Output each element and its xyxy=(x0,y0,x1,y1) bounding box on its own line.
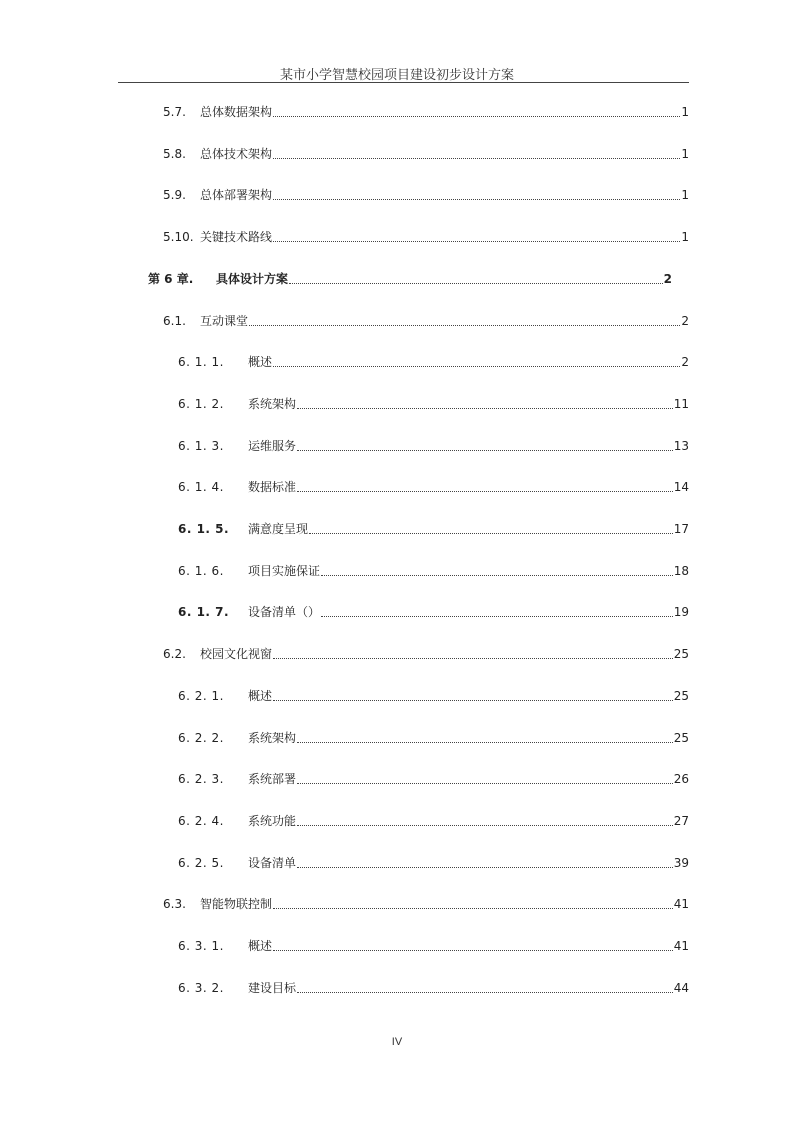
toc-entry[interactable] xyxy=(163,104,689,120)
toc-entry[interactable] xyxy=(163,229,689,245)
toc-entry-title: 系统架构 xyxy=(248,730,297,745)
toc-entry-title: 关键技术路线 xyxy=(200,230,273,245)
toc-entry-number: 6. 1. 7. xyxy=(178,605,230,620)
dot-leader xyxy=(273,658,673,659)
dot-leader xyxy=(297,867,673,868)
toc-entry[interactable] xyxy=(178,438,689,454)
toc-entry[interactable] xyxy=(148,271,672,287)
toc-entry[interactable] xyxy=(178,813,689,829)
toc-entry-page: 11 xyxy=(673,396,689,411)
toc-entry-number: 6.3. xyxy=(163,897,186,912)
toc-entry-page: 25 xyxy=(673,730,689,745)
toc-entry-title: 智能物联控制 xyxy=(200,897,273,912)
toc-entry-page: 18 xyxy=(673,563,689,578)
toc-entry-page: 17 xyxy=(673,522,689,536)
toc-entry-page: 44 xyxy=(673,980,689,995)
toc-entry[interactable] xyxy=(163,313,689,329)
dot-leader xyxy=(289,283,663,284)
toc-entry-page: 1 xyxy=(681,105,689,119)
toc-entry-number: 6. 3. 1. xyxy=(178,939,224,953)
toc-entry-page: 25 xyxy=(673,688,689,703)
toc-entry-number: 6. 1. 2. xyxy=(178,396,224,411)
toc-entry-page: 41 xyxy=(673,897,689,912)
dot-leader xyxy=(321,575,673,576)
toc-entry[interactable] xyxy=(178,479,689,495)
toc-entry[interactable] xyxy=(163,646,689,662)
toc-entry-number: 5.9. xyxy=(163,188,186,203)
dot-leader xyxy=(321,616,673,617)
toc-entry[interactable] xyxy=(178,563,689,579)
dot-leader xyxy=(297,742,673,743)
toc-entry-number: 第 6 章. xyxy=(148,271,194,286)
toc-entry-title: 概述 xyxy=(248,355,273,370)
toc-entry-title: 设备清单 xyxy=(248,855,297,870)
toc-entry-page: 25 xyxy=(673,647,689,662)
toc-entry-number: 6.1. xyxy=(163,313,186,328)
toc-entry-title: 互动课堂 xyxy=(200,313,249,328)
toc-entry-page: 13 xyxy=(673,438,689,453)
toc-entry-number: 6. 1. 1. xyxy=(178,355,224,370)
toc-entry-page: 19 xyxy=(673,605,689,620)
toc-entry[interactable] xyxy=(178,396,689,412)
toc-entry-number: 5.8. xyxy=(163,146,186,161)
toc-entry-title: 建设目标 xyxy=(248,980,297,995)
toc-entry-number: 6. 1. 5. xyxy=(178,522,230,536)
toc-entry[interactable] xyxy=(178,855,689,871)
dot-leader xyxy=(297,783,673,784)
toc-entry-page: 1 xyxy=(681,230,689,245)
toc-entry-page: 27 xyxy=(673,813,689,828)
toc-entry[interactable] xyxy=(178,604,689,620)
dot-leader xyxy=(273,366,680,367)
toc-entry-title: 校园文化视窗 xyxy=(200,647,273,662)
toc-entry-page: 2 xyxy=(663,271,672,286)
toc-entry-title: 总体数据架构 xyxy=(200,105,273,119)
dot-leader xyxy=(297,408,673,409)
dot-leader xyxy=(273,700,673,701)
toc-entry[interactable] xyxy=(178,354,689,370)
toc-entry[interactable] xyxy=(178,521,689,537)
toc-entry-title: 总体部署架构 xyxy=(200,188,273,203)
dot-leader xyxy=(273,199,680,200)
toc-entry[interactable] xyxy=(178,980,689,996)
dot-leader xyxy=(297,450,673,451)
toc-entry-title: 具体设计方案 xyxy=(216,271,289,286)
toc-entry-title: 设备清单（） xyxy=(248,605,321,620)
toc-entry-title: 运维服务 xyxy=(248,438,297,453)
dot-leader xyxy=(273,116,680,117)
dot-leader xyxy=(297,992,673,993)
toc-entry-page: 2 xyxy=(681,313,689,328)
toc-entry-number: 6. 3. 2. xyxy=(178,980,224,995)
toc-entry-number: 6. 2. 3. xyxy=(178,772,224,787)
toc-entry-title: 数据标准 xyxy=(248,480,297,495)
toc-entry-page: 26 xyxy=(673,772,689,787)
page-number: IV xyxy=(391,1036,403,1048)
dot-leader xyxy=(273,908,673,909)
toc-entry-title: 满意度呈现 xyxy=(248,522,309,536)
toc-entry-title: 概述 xyxy=(248,939,273,953)
toc-entry[interactable] xyxy=(163,896,689,912)
toc-entry-title: 系统功能 xyxy=(248,813,297,828)
toc-entry-title: 总体技术架构 xyxy=(200,146,273,161)
dot-leader xyxy=(297,491,673,492)
toc-entry-page: 2 xyxy=(681,355,689,370)
toc-entry-number: 6. 1. 6. xyxy=(178,563,224,578)
running-header: 某市小学智慧校园项目建设初步设计方案 xyxy=(279,68,514,83)
toc-entry-number: 6. 1. 3. xyxy=(178,438,224,453)
toc-entry-page: 41 xyxy=(673,939,689,953)
toc-entry-number: 6.2. xyxy=(163,647,186,662)
toc-entry[interactable] xyxy=(163,146,689,162)
toc-entry-title: 系统部署 xyxy=(248,772,297,787)
toc-entry[interactable] xyxy=(178,771,689,787)
dot-leader xyxy=(273,158,680,159)
toc-entry-title: 概述 xyxy=(248,688,273,703)
toc-entry-page: 14 xyxy=(673,480,689,495)
toc-entry-number: 5.10. xyxy=(163,230,194,245)
toc-entry-title: 系统架构 xyxy=(248,396,297,411)
toc-entry[interactable] xyxy=(178,688,689,704)
toc-entry-number: 6. 2. 1. xyxy=(178,688,224,703)
toc-entry-number: 6. 2. 4. xyxy=(178,813,224,828)
dot-leader xyxy=(297,825,673,826)
toc-entry-number: 5.7. xyxy=(163,105,186,119)
dot-leader xyxy=(249,325,680,326)
toc-entry-title: 项目实施保证 xyxy=(248,563,321,578)
toc-entry[interactable] xyxy=(163,187,689,203)
toc-entry[interactable] xyxy=(178,938,689,954)
toc-entry-number: 6. 2. 5. xyxy=(178,855,224,870)
dot-leader xyxy=(273,950,673,951)
toc-entry-page: 1 xyxy=(681,188,689,203)
toc-entry-page: 1 xyxy=(681,146,689,161)
toc-entry-number: 6. 2. 2. xyxy=(178,730,224,745)
toc-entry-page: 39 xyxy=(673,855,689,870)
toc-entry-number: 6. 1. 4. xyxy=(178,480,224,495)
dot-leader xyxy=(273,241,680,242)
toc-entry[interactable] xyxy=(178,730,689,746)
dot-leader xyxy=(309,533,673,534)
